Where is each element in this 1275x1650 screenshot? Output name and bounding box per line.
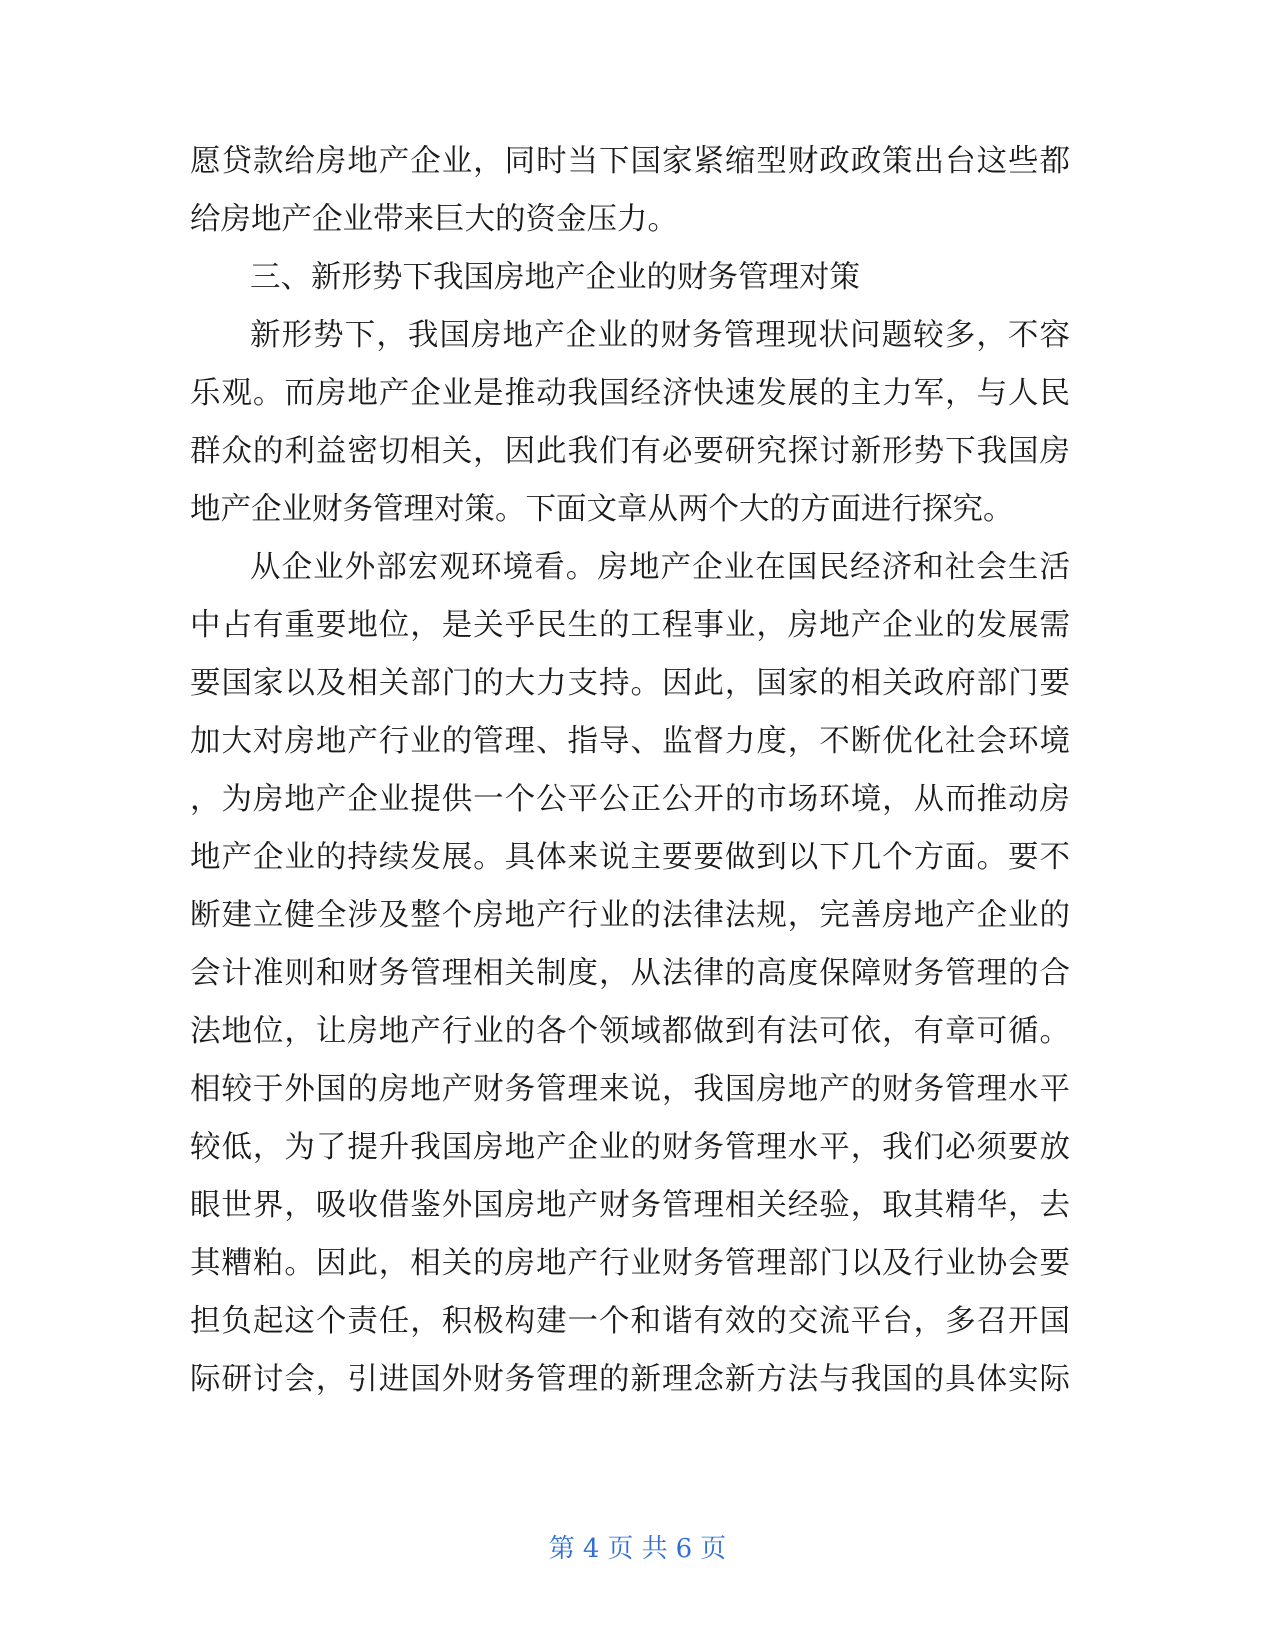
footer-prefix: 第	[548, 1534, 575, 1564]
section-heading: 三、新形势下我国房地产企业的财务管理对策	[250, 260, 860, 295]
current-page-number: 4	[582, 1534, 600, 1564]
footer-middle: 页 共	[607, 1534, 668, 1564]
text-line: 际研讨会，引进国外财务管理的新理念新方法与我国的具体实际	[190, 1362, 1070, 1397]
text-line: 相较于外国的房地产财务管理来说，我国房地产的财务管理水平	[190, 1072, 1070, 1107]
text-line: 地产企业财务管理对策。下面文章从两个大的方面进行探究。	[190, 492, 1014, 527]
text-line: 断建立健全涉及整个房地产行业的法律法规，完善房地产企业的	[190, 898, 1070, 933]
text-line: 加大对房地产行业的管理、指导、监督力度，不断优化社会环境	[190, 724, 1070, 759]
text-line: 给房地产企业带来巨大的资金压力。	[190, 202, 678, 237]
text-line: 较低，为了提升我国房地产企业的财务管理水平，我们必须要放	[190, 1130, 1070, 1165]
text-line: 眼世界，吸收借鉴外国房地产财务管理相关经验，取其精华，去	[190, 1188, 1070, 1223]
text-line: 愿贷款给房地产企业，同时当下国家紧缩型财政政策出台这些都	[190, 144, 1070, 179]
text-line: 要国家以及相关部门的大力支持。因此，国家的相关政府部门要	[190, 666, 1070, 701]
text-line: 其糟粕。因此，相关的房地产行业财务管理部门以及行业协会要	[190, 1246, 1070, 1281]
text-line: 群众的利益密切相关，因此我们有必要研究探讨新形势下我国房	[190, 434, 1070, 469]
footer-suffix: 页	[700, 1534, 727, 1564]
text-line: 法地位，让房地产行业的各个领域都做到有法可依，有章可循。	[190, 1014, 1070, 1049]
text-line: 中占有重要地位，是关乎民生的工程事业，房地产企业的发展需	[190, 608, 1070, 643]
text-line: 地产企业的持续发展。具体来说主要要做到以下几个方面。要不	[190, 840, 1070, 875]
text-line: 从企业外部宏观环境看。房地产企业在国民经济和社会生活	[250, 550, 1070, 585]
text-line: 担负起这个责任，积极构建一个和谐有效的交流平台，多召开国	[190, 1304, 1070, 1339]
text-line: 乐观。而房地产企业是推动我国经济快速发展的主力军，与人民	[190, 376, 1070, 411]
total-pages-number: 6	[675, 1534, 693, 1564]
text-line: 会计准则和财务管理相关制度，从法律的高度保障财务管理的合	[190, 956, 1070, 991]
text-line: ，为房地产企业提供一个公平公正公开的市场环境，从而推动房	[190, 782, 1070, 817]
text-line: 新形势下，我国房地产企业的财务管理现状问题较多，不容	[250, 318, 1070, 353]
page-footer	[0, 1532, 1275, 1566]
